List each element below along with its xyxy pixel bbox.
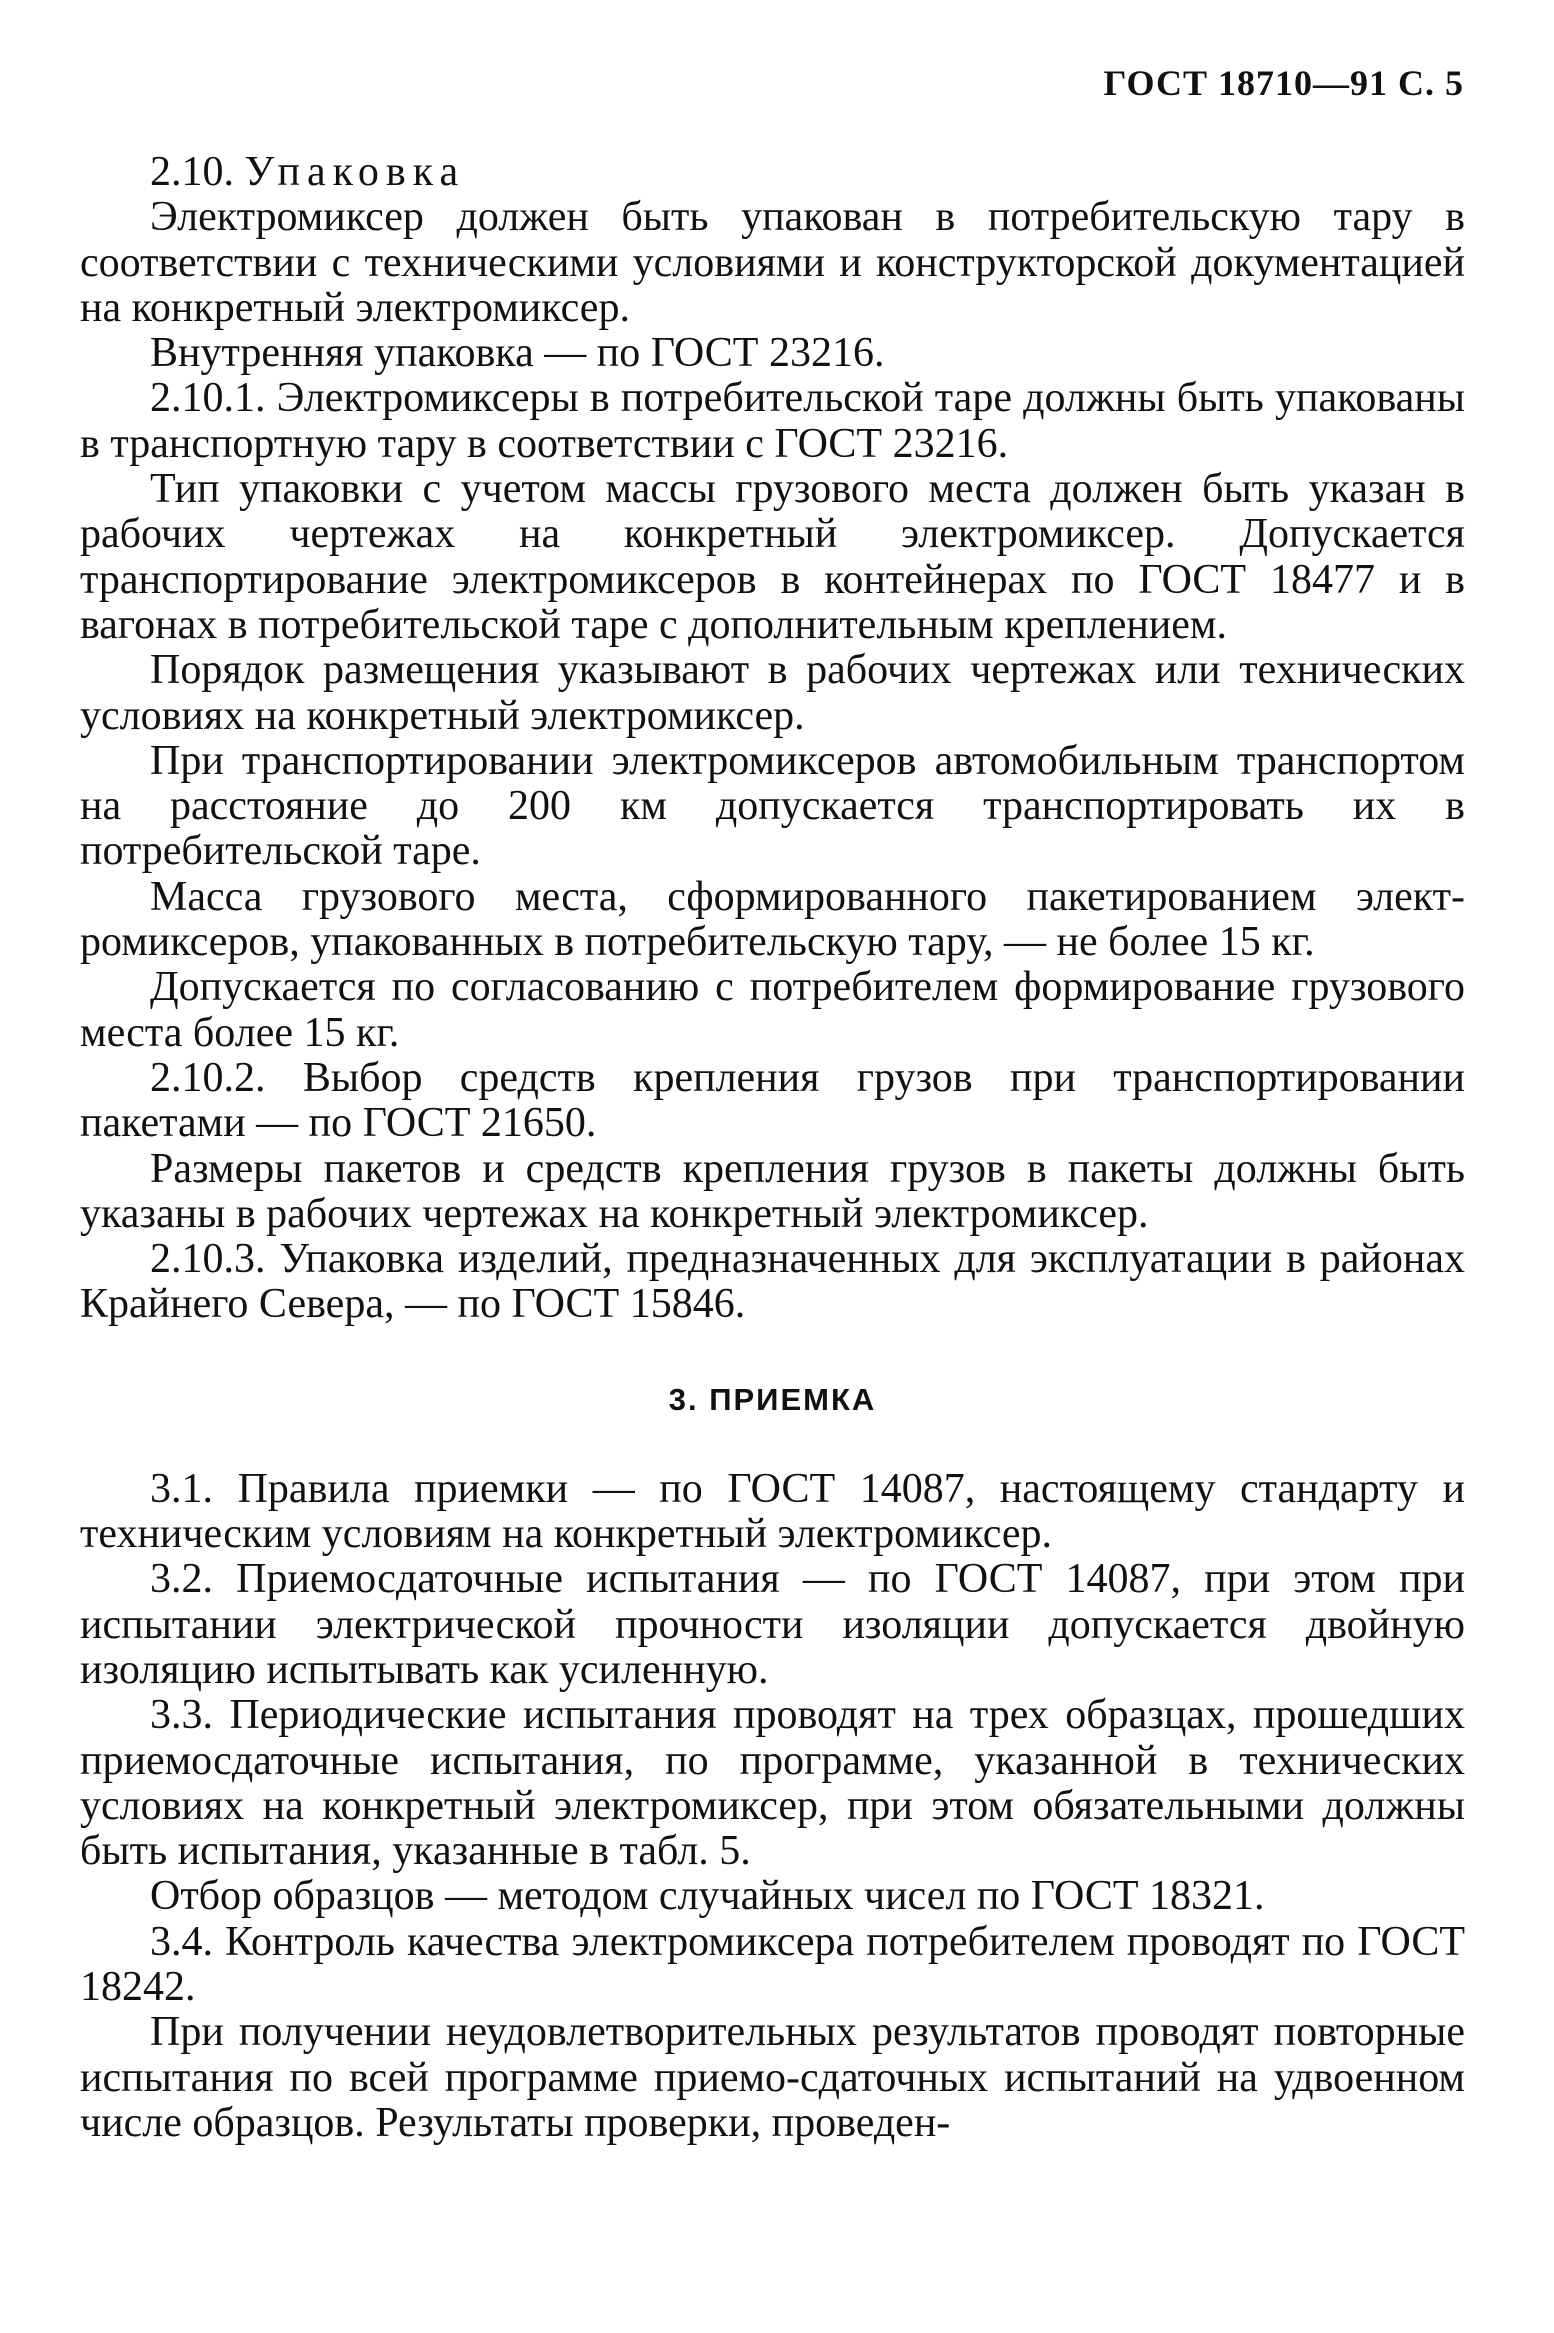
paragraph: При получении неудовлетворительных результатов проводят повторные испытания по всей программе приемо-сдаточных испытаний на удвоенном числе образцов. Результаты проверки, проведен- xyxy=(80,2009,1465,2146)
subsection-title xyxy=(80,150,1465,195)
section-heading: 3. ПРИЕМКА xyxy=(668,1381,877,1417)
document-body xyxy=(80,150,1465,2146)
subsection-title-text: Упаковка xyxy=(244,149,466,195)
paragraph: Порядок размещения указывают в рабочих чертежах или технических условиях на конкретный электромиксер. xyxy=(80,647,1465,739)
paragraph: 2.10.2. Выбор средств крепления грузов при транспортировании пакетами — по ГОСТ 21650. xyxy=(80,1054,1465,1147)
paragraph: 2.10.3. Упаковка изделий, предназначенных для эксплуатации в районах Крайнего Севера, — по ГОСТ 15846. xyxy=(80,1236,1465,1328)
paragraph: Масса грузового места, сформированного пакетированием электромиксеров, упакованных в потребительскую тару, — не более 15 кг. xyxy=(80,873,1465,966)
paragraph: Допускается по согласованию с потребителем формирование грузового места более 15 кг. xyxy=(80,964,1465,1056)
paragraph: 3.3. Периодические испытания проводят на трех образцах, прошедших приемосдаточные испытания, по программе, указанной в технических условиях на конкретный электромиксер, при этом обязательными должны быть испытания, указанные в табл. 5. xyxy=(80,1692,1465,1875)
paragraph: 3.1. Правила приемки — по ГОСТ 14087, настоящему стандарту и техническим условиям на конкретный электромиксер. xyxy=(80,1465,1465,1558)
paragraph: 3.4. Контроль качества электромиксера потребителем проводят по ГОСТ 18242. xyxy=(80,1918,1465,2010)
paragraph: При транспортировании электромиксеров автомобильным транспортом на расстояние до 200 км допускается транспортировать их в потребительской таре. xyxy=(80,737,1465,875)
paragraph: Отбор образцов — методом случайных чисел по ГОСТ 18321. xyxy=(150,1873,1265,1920)
subsection-number: 2.10. xyxy=(150,149,234,195)
paragraph: Тип упаковки с учетом массы грузового места должен быть указан в рабочих чертежах на конкретный электромиксер. Допускается транспортирование электромиксеров в контейнерах по ГОСТ 18477 и в вагонах в потребительской таре с дополнительным креплением. xyxy=(80,466,1465,648)
page-header xyxy=(1104,62,1464,104)
paragraph: Внутренняя упаковка — по ГОСТ 23216. xyxy=(150,330,885,377)
page-number: С. 5 xyxy=(1398,63,1464,103)
paragraph: 2.10.1. Электромиксеры в потребительской таре должны быть упакованы в транспортную тару в соответствии с ГОСТ 23216. xyxy=(80,375,1465,467)
paragraph: 3.2. Приемосдаточные испытания — по ГОСТ 14087, при этом при испытании электрической прочности изоляции допускается двойную изоляцию испытывать как усиленную. xyxy=(80,1556,1465,1693)
paragraph: Размеры пакетов и средств крепления грузов в пакеты должны быть указаны в рабочих чертежах на конкретный электромиксер. xyxy=(80,1145,1465,1237)
standard-number: ГОСТ 18710—91 xyxy=(1103,63,1388,103)
paragraph: Электромиксер должен быть упакован в потребительскую тару в соответствии с техническими условиями и конструкторской документацией на конкретный электромиксер. xyxy=(80,194,1465,331)
